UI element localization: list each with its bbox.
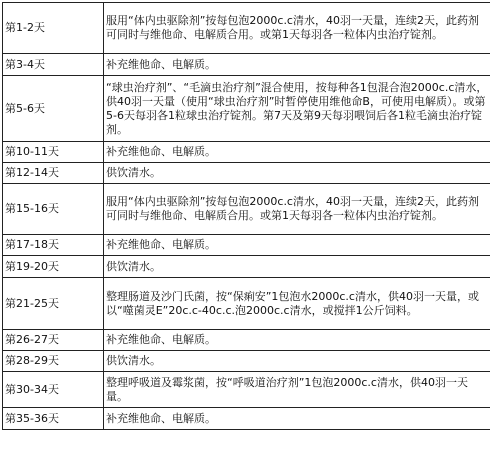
- table-row: [3, 351, 490, 372]
- day-cell: 第35-36天: [3, 408, 104, 430]
- table-row: [3, 142, 490, 163]
- description-cell: 服用“体内虫驱除剂”按每包泡2000c.c清水，40羽一天量，连续2天，此药剂可同时与维他命、电解质合用。或第1天每羽各一粒体内虫治疗锭剂。: [104, 184, 490, 235]
- day-cell: 第17-18天: [3, 235, 104, 256]
- description-cell: 供饮清水。: [104, 256, 490, 278]
- description-cell: 供饮清水。: [104, 351, 490, 372]
- day-cell: 第26-27天: [3, 330, 104, 351]
- description-cell: 整理呼吸道及霉浆菌，按“呼吸道治疗剂”1包泡2000c.c清水，供40羽一天量。: [104, 372, 490, 408]
- day-cell: 第21-25天: [3, 278, 104, 330]
- description-cell: 补充维他命、电解质。: [104, 54, 490, 76]
- day-cell: 第19-20天: [3, 256, 104, 278]
- table-row: [3, 54, 490, 76]
- table-row: [3, 256, 490, 278]
- description-cell: “球虫治疗剂”、“毛滴虫治疗剂”混合使用，按每种各1包混合泡2000c.c清水，供40羽一天量（使用“球虫治疗剂”时暂停使用维他命B，可使用电解质）。或第5-6天每羽各1粒球虫治疗锭剂。第7天及第9天每羽喂饲后各1粒毛滴虫治疗锭剂。: [104, 76, 490, 142]
- table-row: [3, 163, 490, 184]
- description-cell: 补充维他命、电解质。: [104, 408, 490, 430]
- day-cell: 第30-34天: [3, 372, 104, 408]
- medication-schedule-table: [2, 2, 490, 430]
- description-cell: 整理肠道及沙门氏菌，按“保痢安”1包泡水2000c.c清水，供40羽一天量，或以“噬菌灵E”20c.c-40c.c.泡2000c.c清水，或搅拌1公斤饲料。: [104, 278, 490, 330]
- table-row: [3, 76, 490, 142]
- day-cell: 第5-6天: [3, 76, 104, 142]
- day-cell: 第15-16天: [3, 184, 104, 235]
- description-cell: 服用“体内虫驱除剂”按每包泡2000c.c清水，40羽一天量，连续2天，此药剂可同时与维他命、电解质合用。或第1天每羽各一粒体内虫治疗锭剂。: [104, 3, 490, 54]
- description-cell: 补充维他命、电解质。: [104, 330, 490, 351]
- description-cell: 供饮清水。: [104, 163, 490, 184]
- table-row: [3, 278, 490, 330]
- day-cell: 第12-14天: [3, 163, 104, 184]
- description-cell: 补充维他命、电解质。: [104, 142, 490, 163]
- table-row: [3, 3, 490, 54]
- day-cell: 第28-29天: [3, 351, 104, 372]
- description-cell: 补充维他命、电解质。: [104, 235, 490, 256]
- table-row: [3, 184, 490, 235]
- table-row: [3, 372, 490, 408]
- day-cell: 第10-11天: [3, 142, 104, 163]
- table-row: [3, 330, 490, 351]
- table-row: [3, 408, 490, 430]
- day-cell: 第1-2天: [3, 3, 104, 54]
- day-cell: 第3-4天: [3, 54, 104, 76]
- table-row: [3, 235, 490, 256]
